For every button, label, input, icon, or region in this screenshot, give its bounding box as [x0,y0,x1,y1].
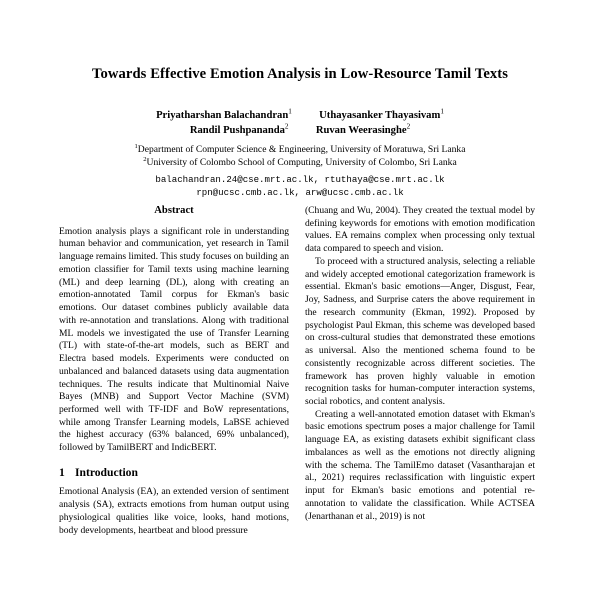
email-block [0,173,600,199]
abstract-paragraph: Emotion analysis plays a significant role in understanding human behavior and communication, yet research in Tamil language remains limited. This study focuses on building an emotion classifier for Tamil texts using machine learning (ML) and deep learning (DL), along with creating an emotion-annotated Tamil corpus for Ekman's basic emotions. Our dataset combines publicly available data with re-annotation and translations. Along with traditional ML models we investigated the use of Transfer Learning (TL) with state-of-the-art models, such as BERT and Electra based models. Experiments were conducted on unbalanced and balanced datasets using data augmentation techniques. The results indicate that Multinomial Naive Bayes (MNB) and Support Vector Machine (SVM) performed well with TF-IDF and BoW representations, while among Transfer Learning models, LaBSE achieved the highest accuracy (63% balanced, 69% unbalanced), followed by TamilBERT and IndicBERT. [59,225,289,454]
author-name: Randil Pushpananda$^2$ [189,122,289,136]
page-title: Towards Effective Emotion Analysis in Low-Resource Tamil Texts [91,66,509,82]
section-number: 1 [59,465,65,479]
affiliation-text: University of Colombo School of Computing, University of Colombo, Sri Lanka [146,156,457,168]
affiliation-block [0,143,600,169]
column-left [59,205,289,600]
author-affiliation-marker: 1 [440,106,444,115]
abstract-heading: Abstract [154,205,194,216]
affiliation-marker: 2 [143,155,147,163]
author-block [0,108,600,138]
introduction-section [59,466,289,537]
introduction-paragraph-3: Creating a well-annotated emotion dataset with Ekman's basic emotions spectrum poses a major challenge for Tamil language EA, as existing datasets exhibit significant class imbalances as well as the emotions not directly aligning with the schema. The TamilEmo dataset (Vasantharajan et al., 2021) requires reclassification with linguistic expert input for Ekman's basic emotions and potential re-annotation to validate the classification. While ACTSEA (Jenarthanan et al., 2019) is not [305,408,535,522]
author-affiliation-marker: 2 [284,122,289,130]
author-affiliation-marker: 1 [288,106,292,115]
abstract-section [59,205,289,455]
section-title: Introduction [75,465,138,479]
introduction-heading [59,466,289,480]
email-line[interactable]: balachandran.24@cse.mrt.ac.lk, rtuthaya@cse.mrt.ac.lk [155,173,445,185]
introduction-paragraph-2: To proceed with a structured analysis, selecting a reliable and widely accepted emotional categorization framework is essential. Ekman's basic emotions—Anger, Disgust, Fear, Joy, Sadness, and Surprise caters the above requirement in the research community (Ekman, 1992). Proposed by psychologist Paul Ekman, this scheme was developed based on cross-cultural studies that demonstrated these emotions as universal. Also the mentioned schema found to be consistently recognizable across different societies. The framework has proven highly valuable in emotion recognition tasks for human-computer interaction systems, social robotics, and content analysis. [305,255,535,408]
affiliation-text: Department of Computer Science & Engineering, University of Moratuwa, Sri Lanka [137,143,466,155]
affiliation-line [0,143,600,156]
author-row [0,123,600,138]
abstract-body [59,226,289,455]
email-line[interactable]: rpn@ucsc.cmb.ac.lk, arw@ucsc.cmb.ac.lk [196,186,404,198]
body-columns [0,205,600,600]
author-name: Priyatharshan Balachandran$^1$ [156,106,292,121]
author-affiliation-marker: 2 [406,122,411,130]
column-right [305,205,535,600]
author-name: Ruvan Weerasinghe$^2$ [315,122,411,136]
affiliation-marker: 1 [134,142,138,150]
introduction-paragraph-1: Emotional Analysis (EA), an extended version of sentiment analysis (SA), extracts emotions from human output using physiological qualities like voice, looks, hand motions, body developments, heartbeat and blood pressure [59,486,289,536]
author-row [0,108,600,123]
affiliation-line [0,156,600,169]
author-name: Uthayasanker Thayasivam$^1$ [319,106,444,121]
introduction-paragraph-1-continued: (Chuang and Wu, 2004). They created the textual model by defining keywords for emotions with emotion modification values. EA remains complex when processing only textual data compared to speech and vision. [305,205,535,255]
